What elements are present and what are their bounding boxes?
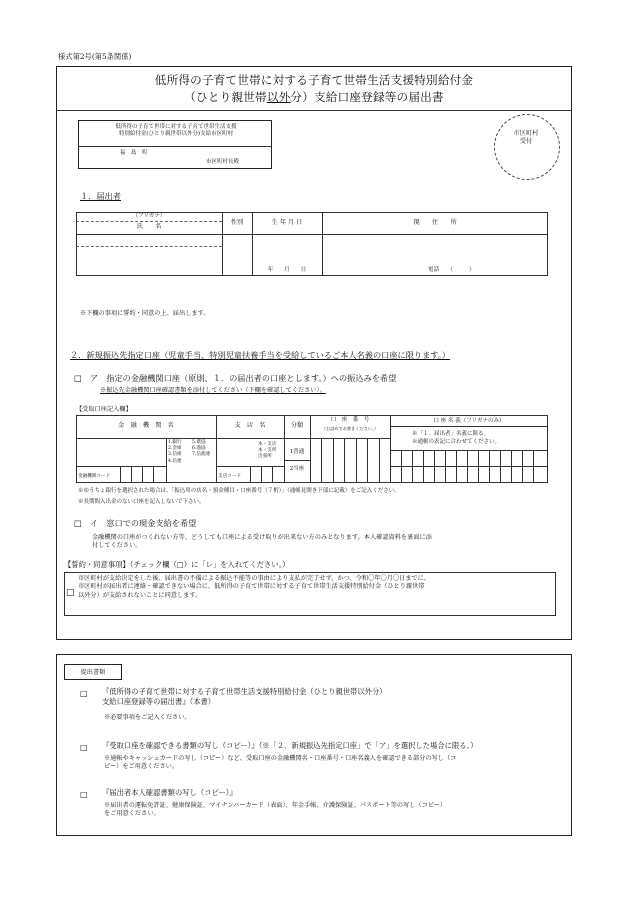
reception-stamp-label: 市区町村 受付 <box>513 130 539 146</box>
consent-checkbox[interactable]: □ <box>66 588 75 598</box>
addressee-mayor: 市区町村長殿 <box>206 159 240 165</box>
option-i-note: 金融機関の口座がつくれない方等、どうしても口座による受け取りが出来ない方のみとなります。本人確認資料を裏面に添 付してください。 <box>92 534 432 550</box>
addressee-town: 福 島 町 <box>120 150 148 156</box>
account-number-note: （右詰めでお書きください。） <box>321 426 379 431</box>
category-option-1[interactable]: 1普通 <box>289 449 305 455</box>
phone-label: 電話 （ ） <box>428 267 475 273</box>
account-number-label: 口 座 番 号 <box>330 417 370 423</box>
consent-heading: 【誓約・同意事項】（チェック欄（□）に「レ」を入れてください。） <box>64 560 290 569</box>
furigana-label: （フリガナ） <box>132 213 166 219</box>
option-a-note: ※振込先金融機関口座確認書類を添付してください（下欄を確認してください）。 <box>100 387 326 394</box>
document-2-checkbox[interactable]: □ <box>80 743 88 752</box>
document-1-note: ※必要事項をご記入ください。 <box>104 714 191 721</box>
name-label: 氏 名 <box>136 223 162 230</box>
category-option-2[interactable]: 2当座 <box>289 466 305 472</box>
document-1-checkbox[interactable]: □ <box>80 689 88 698</box>
pledge-text: ※下欄の事項に誓約・同意の上、届出します。 <box>80 310 210 317</box>
document-3-checkbox[interactable]: □ <box>80 790 88 799</box>
document-3: 『届出者本人確認書類の写し（コピー）』 <box>102 788 237 797</box>
gender-label: 性別 <box>230 219 244 226</box>
option-i-checkbox[interactable]: □ イ 窓口での現金支給を希望 <box>74 518 197 528</box>
bank-type-list-2: 5.農協 6.漁協 7.信漁連 <box>192 440 211 458</box>
form-title: 低所得の子育て世帯に対する子育て世帯生活支援特別給付金 （ひとり親世帯以外分）支給口座登録等の届出書 <box>154 73 474 104</box>
category-label: 分類 <box>290 422 304 429</box>
addressee-text: 低所得の子育て世帯に対する子育て世帯生活支援 特別給付金(ひとり親世帯以外分)支給市区町村 <box>115 124 237 138</box>
section2-heading: ２．新規振込先指定口座（児童手当、特別児童扶養手当を受給しているご本人名義の口座に限ります。） <box>70 350 451 360</box>
holder-note-2: ※通帳の表記に合わせてください。 <box>412 439 501 445</box>
account-heading: 【受取口座記入欄】 <box>76 406 132 413</box>
bank-name-label: 金 融 機 関 名 <box>118 422 174 429</box>
holder-note-1: ※「１．届出者」名義に限る。 <box>412 431 490 437</box>
reception-stamp-circle <box>494 114 560 180</box>
longterm-note: ※長期間入出金のない口座を記入しないで下さい。 <box>78 499 205 505</box>
yucho-note: ※ゆうちょ銀行を選択された場合は、「振込用の店名・預金種目・口座番号（７桁）」（通帳見開き下部に記載）をご記入ください。 <box>78 488 400 494</box>
document-2-note: ※通帳やキャッシュカードの写し（コピー）など、受取口座の金融機関名・口座番号・口座名義人を確認できる部分の写し（コ ピー）をご用意ください。 <box>104 755 457 771</box>
birthdate-units: 年 月 日 <box>267 267 307 273</box>
branch-label: 支 店 名 <box>234 422 266 429</box>
document-1: 『低所得の子育て世帯に対する子育て世帯生活支援特別給付金（ひとり親世帯以外分） 支給口座登録等の届出書』（本書） <box>102 687 387 707</box>
bank-type-list-1: 1.銀行 2.金庫 3.信組 4.信連 <box>168 440 182 464</box>
document-2: 『受取口座を確認できる書類の写し（コピー）』（※「２．新規振込先指定口座」で「ア」を選択した場合に限る。） <box>102 741 478 750</box>
section1-heading: １．届出者 <box>80 191 121 201</box>
documents-label: 提出書類 <box>64 664 122 680</box>
document-3-note: ※届出者の運転免許証、健康保険証、マイナンバーカード（表面）、年金手帳、介護保険証、パスポート等の写し（コピー） をご用意ください。 <box>104 802 447 818</box>
consent-text: 市区町村が支給決定をした後、届出書の不備による振込不能等の事由により支払が完了せず、かつ、令和〇年〇月〇日までに、 市区町村が届出者に連絡・確認できない場合に、低所得の子育て世帯に対する子育て世帯生活支援特別給付金（ひとり親世帯 以外分）が支給されないことに同意します。 <box>78 575 430 599</box>
form-number: 様式第2号(第5条関係) <box>58 52 132 61</box>
option-a-checkbox[interactable]: □ ア 指定の金融機関口座（原則、１．の届出者の口座とします。）への振込みを希望 <box>74 373 397 383</box>
branch-type-list: 本・支店 本・支所 出張所 <box>258 442 277 460</box>
bank-code-label: 金融機関コード <box>78 474 111 479</box>
holder-label: 口 座 名 義（フリガナのみ） <box>433 418 505 424</box>
birthdate-label: 生 年 月 日 <box>271 219 303 226</box>
address-label: 現 住 所 <box>413 219 457 226</box>
branch-code-label: 支店コード <box>218 474 241 479</box>
